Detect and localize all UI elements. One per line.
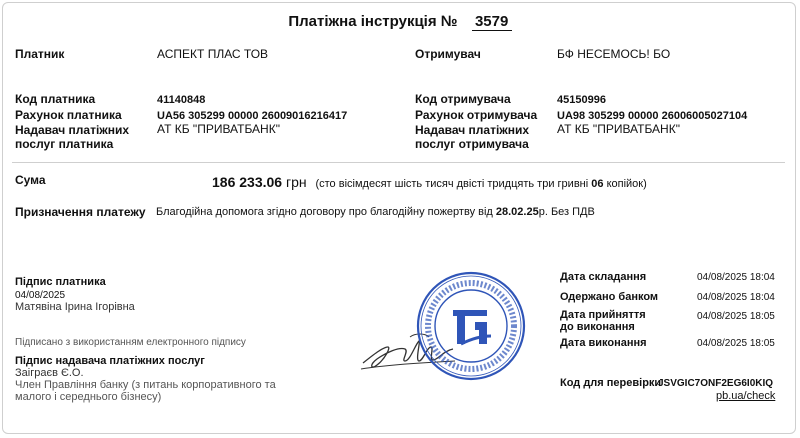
purpose-text-after: р. Без ПДВ xyxy=(538,206,595,218)
instruction-number: 3579 xyxy=(472,13,512,31)
payer-signature-date: 04/08/2025 xyxy=(15,290,66,301)
purpose-date: 28.02.25 xyxy=(495,206,539,218)
payer-account-label: Рахунок платника xyxy=(15,108,122,122)
payer-provider: АТ КБ "ПРИВАТБАНК" xyxy=(157,122,280,136)
payer-provider-label-2: послуг платника xyxy=(15,137,114,151)
date-executed-value: 04/08/2025 18:05 xyxy=(697,338,775,349)
amount-currency: грн xyxy=(285,174,307,190)
recipient-label: Отримувач xyxy=(415,47,481,61)
payer-code: 41140848 xyxy=(157,94,206,106)
payer-provider-label-1: Надавач платіжних xyxy=(15,123,130,137)
recipient-code-label: Код отримувача xyxy=(415,92,511,106)
payer-account: UA56 305299 00000 26009016216417 xyxy=(157,110,348,122)
date-accepted-label-1: Дата прийняття xyxy=(560,309,646,321)
recipient-name: БФ НЕСЕМОСЬ! БО xyxy=(557,47,671,61)
amount-words-suffix: копійок) xyxy=(606,178,647,190)
payer-name: АСПЕКТ ПЛАС ТОВ xyxy=(157,47,269,61)
divider xyxy=(12,162,785,163)
amount-kopecks: 06 xyxy=(591,178,604,190)
date-composed-label: Дата складання xyxy=(560,271,647,283)
recipient-provider-label-2: послуг отримувача xyxy=(415,137,529,151)
payer-signature-name: Матявіна Ірина Ігорівна xyxy=(15,301,135,313)
title-label: Платіжна інструкція № xyxy=(288,13,458,30)
amount-value: 186 233.06 xyxy=(212,174,283,190)
payer-code-label: Код платника xyxy=(15,92,96,106)
date-accepted-label-2: до виконання xyxy=(560,321,635,333)
provider-signature-label: Підпис надавача платіжних послуг xyxy=(15,355,205,367)
provider-signature-name: Заіграєв Є.О. xyxy=(15,367,84,379)
purpose-text-before: Благодійна допомога згідно договору про благодійну пожертву від xyxy=(156,206,493,218)
verification-link[interactable]: pb.ua/check xyxy=(716,390,776,402)
bank-stamp xyxy=(415,270,527,382)
page-title xyxy=(0,13,800,31)
amount-label: Сума xyxy=(15,173,46,187)
recipient-provider: АТ КБ "ПРИВАТБАНК" xyxy=(557,122,680,136)
date-accepted-value: 04/08/2025 18:05 xyxy=(697,311,775,322)
provider-position-1: Член Правління банку (з питань корпоративного та xyxy=(15,379,276,391)
recipient-account: UA98 305299 00000 26006005027104 xyxy=(557,110,748,122)
esign-note: Підписано з використанням електронного підпису xyxy=(15,337,246,348)
purpose-label: Призначення платежу xyxy=(15,205,146,219)
provider-position-2: малого і середнього бізнесу) xyxy=(15,391,162,403)
verification-label: Код для перевірки xyxy=(560,377,662,389)
amount-words-prefix: (сто вісімдесят шість тисяч двісті тридцять три гривні xyxy=(315,178,589,190)
recipient-account-label: Рахунок отримувача xyxy=(415,108,538,122)
payer-label: Платник xyxy=(15,47,65,61)
recipient-code: 45150996 xyxy=(557,94,606,106)
date-composed-value: 04/08/2025 18:04 xyxy=(697,272,775,283)
purpose-text xyxy=(156,206,595,218)
date-received-value: 04/08/2025 18:04 xyxy=(697,292,775,303)
date-executed-label: Дата виконання xyxy=(560,337,647,349)
date-received-label: Одержано банком xyxy=(560,291,659,303)
recipient-provider-label-1: Надавач платіжних xyxy=(415,123,530,137)
amount-row xyxy=(212,174,647,190)
verification-code: JSVGIC7ONF2EG6I0KIQ xyxy=(658,378,774,389)
payer-signature-label: Підпис платника xyxy=(15,276,106,288)
